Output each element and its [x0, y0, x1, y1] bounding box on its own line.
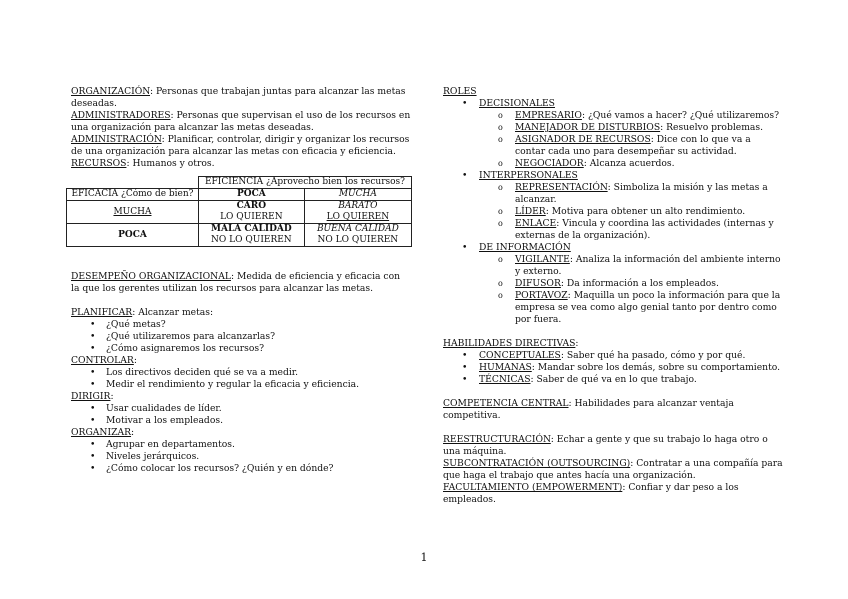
- list-item: • Motivar a los empleados.: [71, 415, 411, 427]
- planificar-list: [71, 319, 411, 355]
- list-item: o MANEJADOR DE DISTURBIOS: Resuelvo problemas.: [443, 122, 783, 134]
- def-reestructuracion: REESTRUCTURACIÓN: Echar a gente y que su trabajo lo haga otro o una máquina.: [443, 434, 768, 457]
- def-organizacion: ORGANIZACIÓN: Personas que trabajan juntas para alcanzar las metas deseadas.: [71, 86, 406, 109]
- eficiencia-header: EFICIENCIA ¿Aprovecho bien los recursos?: [198, 177, 411, 189]
- dirigir-heading: DIRIGIR:: [71, 391, 114, 402]
- roles-group-informacion: • DE INFORMACIÓN o VIGILANTE: Analiza la información del ambiente interno y externo. o DIFUSOR: Da información a los empleados. o PORTAVOZ: Maquilla un poco la información para que la empresa se vea como algo genial tanto por dentro como por fuera.: [443, 242, 783, 326]
- col-poca: POCA: [198, 189, 304, 201]
- list-item: • ¿Cómo asignaremos los recursos?: [71, 343, 411, 355]
- list-item: o PORTAVOZ: Maquilla un poco la información para que la empresa se vea como algo genial tanto por dentro como por fuera.: [443, 290, 783, 326]
- controlar-heading: CONTROLAR:: [71, 355, 137, 366]
- organizar-list: [71, 439, 411, 475]
- list-item: o DIFUSOR: Da información a los empleados.: [443, 278, 783, 290]
- cell-caro: CARO LO QUIEREN: [198, 201, 304, 224]
- cell-barato: BARATO LO QUIEREN: [304, 201, 411, 224]
- list-item: • ¿Qué utilizaremos para alcanzarlas?: [71, 331, 411, 343]
- left-column: [71, 86, 411, 475]
- organizar-heading: ORGANIZAR:: [71, 427, 135, 438]
- def-administracion: ADMINISTRACIÓN: Planificar, controlar, dirigir y organizar los recursos de una organización para alcanzar las metas con eficacia y eficiencia.: [71, 134, 410, 157]
- list-item: o LÍDER: Motiva para obtener un alto rendimiento.: [443, 206, 783, 218]
- roles-title: ROLES: [443, 86, 477, 97]
- list-item: • Niveles jerárquicos.: [71, 451, 411, 463]
- def-facultamiento: FACULTAMIENTO (EMPOWERMENT): Confiar y dar peso a los empleados.: [443, 482, 739, 505]
- def-desempeno: DESEMPEÑO ORGANIZACIONAL: Medida de eficiencia y eficacia con la que los gerentes utilizan los recursos para alcanzar las metas.: [71, 271, 401, 294]
- list-item: • TÉCNICAS: Saber de qué va en lo que trabajo.: [443, 374, 783, 386]
- def-recursos: RECURSOS: Humanos y otros.: [71, 158, 215, 169]
- eficacia-header: EFICACIA ¿Cómo de bien?: [67, 189, 199, 201]
- row-mucha-label: MUCHA: [67, 201, 199, 224]
- list-item: • Los directivos deciden qué se va a medir.: [71, 367, 411, 379]
- list-item: • Medir el rendimiento y regular la eficacia y eficiencia.: [71, 379, 411, 391]
- list-item: • ¿Qué metas?: [71, 319, 411, 331]
- list-item: o ASIGNADOR DE RECURSOS: Dice con lo que va a contar cada uno para desempeñar su actividad.: [443, 134, 783, 158]
- list-item: • Usar cualidades de líder.: [71, 403, 411, 415]
- roles-group-decisionales: • DECISIONALES o EMPRESARIO: ¿Qué vamos a hacer? ¿Qué utilizaremos? o MANEJADOR DE DISTURBIOS: Resuelvo problemas. o ASIGNADOR DE RECURSOS: Dice con lo que va a contar cada uno para desempeñar su actividad. o NEGOCIADOR: Alcanza acuerdos.: [443, 98, 783, 170]
- def-competencia: COMPETENCIA CENTRAL: Habilidades para alcanzar ventaja competitiva.: [443, 398, 734, 421]
- def-administradores: ADMINISTRADORES: Personas que supervisan el uso de los recursos en una organización para alcanzar las metas deseadas.: [71, 110, 411, 133]
- cell-mala-calidad: MALA CALIDAD NO LO QUIEREN: [198, 224, 304, 247]
- roles-group-interpersonales: • INTERPERSONALES o REPRESENTACIÓN: Simboliza la misión y las metas a alcanzar. o LÍDER: Motiva para obtener un alto rendimiento. o ENLACE: Vincula y coordina las actividades (internas y externas de la organización).: [443, 170, 783, 242]
- list-item: • CONCEPTUALES: Saber qué ha pasado, cómo y por qué.: [443, 350, 783, 362]
- list-item: o NEGOCIADOR: Alcanza acuerdos.: [443, 158, 783, 170]
- list-item: o REPRESENTACIÓN: Simboliza la misión y las metas a alcanzar.: [443, 182, 783, 206]
- right-column: [443, 86, 783, 506]
- col-mucha: MUCHA: [304, 189, 411, 201]
- controlar-list: [71, 367, 411, 391]
- list-item: • ¿Cómo colocar los recursos? ¿Quién y en dónde?: [71, 463, 411, 475]
- planificar-heading: PLANIFICAR: Alcanzar metas:: [71, 307, 214, 318]
- page-number: 1: [420, 551, 428, 564]
- def-subcontratacion: SUBCONTRATACIÓN (OUTSOURCING): Contratar a una compañía para que haga el trabajo que antes hacía una organización.: [443, 458, 783, 481]
- list-item: • HUMANAS: Mandar sobre los demás, sobre su comportamiento.: [443, 362, 783, 374]
- row-poca-label: POCA: [67, 224, 199, 247]
- habilidades-list: [443, 350, 783, 386]
- dirigir-list: [71, 403, 411, 427]
- cell-buena-calidad: BUENA CALIDAD NO LO QUIEREN: [304, 224, 411, 247]
- list-item: • Agrupar en departamentos.: [71, 439, 411, 451]
- list-item: o VIGILANTE: Analiza la información del ambiente interno y externo.: [443, 254, 783, 278]
- roles-list: [443, 98, 783, 326]
- list-item: o EMPRESARIO: ¿Qué vamos a hacer? ¿Qué utilizaremos?: [443, 110, 783, 122]
- efficiency-table: [66, 176, 412, 247]
- list-item: o ENLACE: Vincula y coordina las actividades (internas y externas de la organización).: [443, 218, 783, 242]
- habilidades-heading: HABILIDADES DIRECTIVAS:: [443, 338, 579, 349]
